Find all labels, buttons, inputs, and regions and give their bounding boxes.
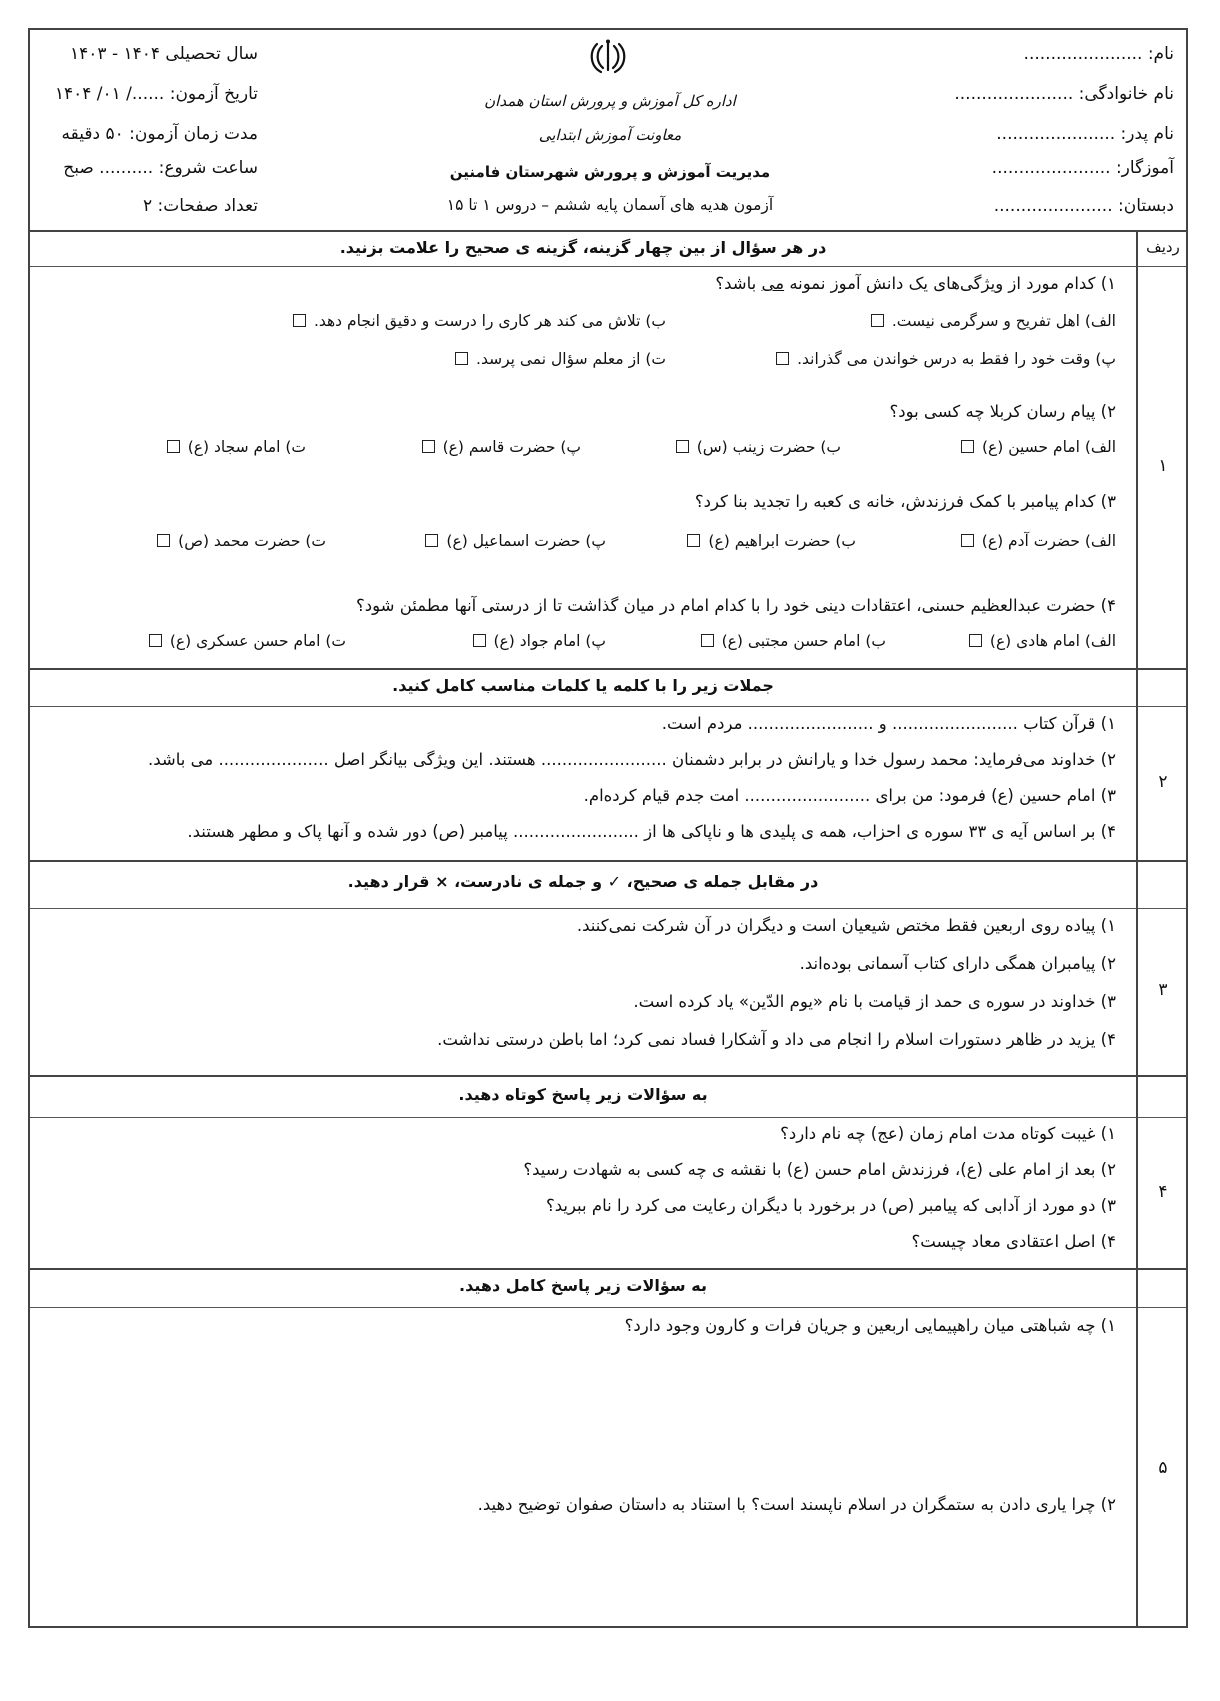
s1-q3-option-te[interactable]: ت) حضرت محمد (ص) [157,532,326,550]
s1-question-1: ۱) کدام مورد از ویژگی‌های یک دانش آموز نمونه می باشد؟ [715,274,1116,293]
s3-statement-1: ۱) پیاده روی اربعین فقط مختص شیعیان است و دیگران در آن شرکت نمی‌کنند. [576,916,1116,935]
checkbox[interactable] [455,352,468,365]
org-line-3: مدیریت آموزش و پرورش شهرستان فامنین [449,163,771,181]
section-3-number: ۳ [1158,980,1168,1000]
s1-question-3: ۳) کدام پیامبر با کمک فرزندش، خانه ی کعبه را تجدید بنا کرد؟ [694,492,1116,511]
s1-q2-option-te[interactable]: ت) امام سجاد (ع) [167,438,306,456]
org-line-2: معاونت آموزش ابتدایی [538,126,682,144]
exam-title: آزمون هدیه های آسمان پایه ششم – دروس ۱ تا ۱۵ [446,196,774,214]
section-5-number: ۵ [1158,1458,1168,1478]
teacher-field[interactable]: آموزگار: ...................... [991,158,1174,178]
s3-statement-4: ۴) یزید در ظاهر دستورات اسلام را انجام می داد و آشکارا فساد نمی کرد؛ اما باطن درستی نداشت. [437,1030,1116,1049]
s1-q1-option-be[interactable]: ب) تلاش می کند هر کاری را درست و دقیق انجام دهد. [293,312,666,330]
checkbox[interactable] [961,534,974,547]
s5-question-2: ۲) چرا یاری دادن به ستمگران در اسلام ناپسند است؟ با استناد به داستان صفوان توضیح دهید. [477,1495,1116,1514]
s2-question-1: ۱) قرآن کتاب ........................ و ........................ مردم است. [661,714,1116,733]
s5-question-1: ۱) چه شباهتی میان راهپیمایی اربعین و جریان فرات و کارون وجود دارد؟ [624,1316,1116,1335]
exam-sheet [28,28,1188,1628]
checkbox[interactable] [149,634,162,647]
s1-question-4: ۴) حضرت عبدالعظیم حسنی، اعتقادات دینی خود را با کدام امام در میان گذاشت تا از درستی آنها مطمئن شود؟ [356,596,1116,615]
checkbox[interactable] [871,314,884,327]
page-count: تعداد صفحات: ۲ [142,196,258,216]
section-2-instruction: جملات زیر را با کلمه یا کلمات مناسب کامل کنید. [392,676,774,695]
s2-question-2: ۲) خداوند می‌فرماید: محمد رسول خدا و یارانش در برابر دشمنان ........................ هستند. این ویژگی بیانگر اصل ..................... می باشد. [148,750,1116,769]
s3-statement-3: ۳) خداوند در سوره ی حمد از قیامت با نام «یوم الدّین» یاد کرده است. [633,992,1116,1011]
section-5-instruction: به سؤالات زیر پاسخ کامل دهید. [459,1276,707,1295]
s1-q2-option-alef[interactable]: الف) امام حسین (ع) [961,438,1116,456]
s2-question-4: ۴) بر اساس آیه ی ۳۳ سوره ی احزاب، همه ی پلیدی ها و ناپاکی ها از ........................ پیامبر (ص) دور شده و آنها پاک و مطهر هستند. [187,822,1116,841]
s1-q4-option-pe[interactable]: پ) امام جواد (ع) [473,632,607,650]
name-field[interactable]: نام: ...................... [1023,44,1174,64]
s4-question-1: ۱) غیبت کوتاه مدت امام زمان (عج) چه نام دارد؟ [780,1124,1116,1143]
section-2-number: ۲ [1158,772,1168,792]
iran-emblem-icon [588,38,628,76]
checkbox[interactable] [701,634,714,647]
s1-q3-option-alef[interactable]: الف) حضرت آدم (ع) [961,532,1116,550]
school-field[interactable]: دبستان: ...................... [993,196,1174,216]
section-4-number: ۴ [1158,1182,1168,1202]
s1-q3-option-pe[interactable]: پ) حضرت اسماعیل (ع) [425,532,606,550]
row-label: ردیف [1146,238,1180,256]
s1-q3-option-be[interactable]: ب) حضرت ابراهیم (ع) [687,532,856,550]
start-time: ساعت شروع: .......... صبح [63,158,258,178]
section-3-instruction: در مقابل جمله ی صحیح، ✓ و جمله ی نادرست، × قرار دهید. [347,872,819,891]
school-year: سال تحصیلی ۱۴۰۴ - ۱۴۰۳ [70,44,258,64]
checkbox[interactable] [969,634,982,647]
s1-q4-option-be[interactable]: ب) امام حسن مجتبی (ع) [701,632,886,650]
checkbox[interactable] [961,440,974,453]
checkbox[interactable] [425,534,438,547]
family-name-field[interactable]: نام خانوادگی: ...................... [954,84,1174,104]
exam-duration: مدت زمان آزمون: ۵۰ دقیقه [61,124,258,144]
s1-q4-option-te[interactable]: ت) امام حسن عسکری (ع) [149,632,346,650]
checkbox[interactable] [157,534,170,547]
exam-date: تاریخ آزمون: ....../ ۰۱/ ۱۴۰۴ [54,84,258,104]
section-1-instruction: در هر سؤال از بین چهار گزینه، گزینه ی صحیح را علامت بزنید. [339,238,827,257]
checkbox[interactable] [473,634,486,647]
section-1-number: ۱ [1158,456,1168,476]
org-line-1: اداره کل آموزش و پرورش استان همدان [484,92,736,110]
s1-q2-option-be[interactable]: ب) حضرت زینب (س) [676,438,841,456]
section-4-instruction: به سؤالات زیر پاسخ کوتاه دهید. [458,1085,708,1104]
s1-q1-option-pe[interactable]: پ) وقت خود را فقط به درس خواندن می گذراند. [776,350,1116,368]
checkbox[interactable] [687,534,700,547]
checkbox[interactable] [422,440,435,453]
s4-question-4: ۴) اصل اعتقادی معاد چیست؟ [911,1232,1116,1251]
s2-question-3: ۳) امام حسین (ع) فرمود: من برای ........................ امت جدم قیام کرده‌ام. [583,786,1116,805]
checkbox[interactable] [293,314,306,327]
checkbox[interactable] [167,440,180,453]
s1-question-2: ۲) پیام رسان کربلا چه کسی بود؟ [889,402,1116,421]
s1-q1-option-alef[interactable]: الف) اهل تفریح و سرگرمی نیست. [871,312,1116,330]
s1-q2-option-pe[interactable]: پ) حضرت قاسم (ع) [422,438,581,456]
s1-q1-option-te[interactable]: ت) از معلم سؤال نمی پرسد. [455,350,666,368]
s1-q4-option-alef[interactable]: الف) امام هادی (ع) [969,632,1116,650]
checkbox[interactable] [676,440,689,453]
s3-statement-2: ۲) پیامبران همگی دارای کتاب آسمانی بوده‌اند. [799,954,1116,973]
checkbox[interactable] [776,352,789,365]
father-name-field[interactable]: نام پدر: ...................... [996,124,1174,144]
s4-question-2: ۲) بعد از امام علی (ع)، فرزندش امام حسن (ع) با نقشه ی چه کسی به شهادت رسید؟ [523,1160,1116,1179]
s4-question-3: ۳) دو مورد از آدابی که پیامبر (ص) در برخورد با دیگران رعایت می کرد را نام ببرید؟ [545,1196,1116,1215]
